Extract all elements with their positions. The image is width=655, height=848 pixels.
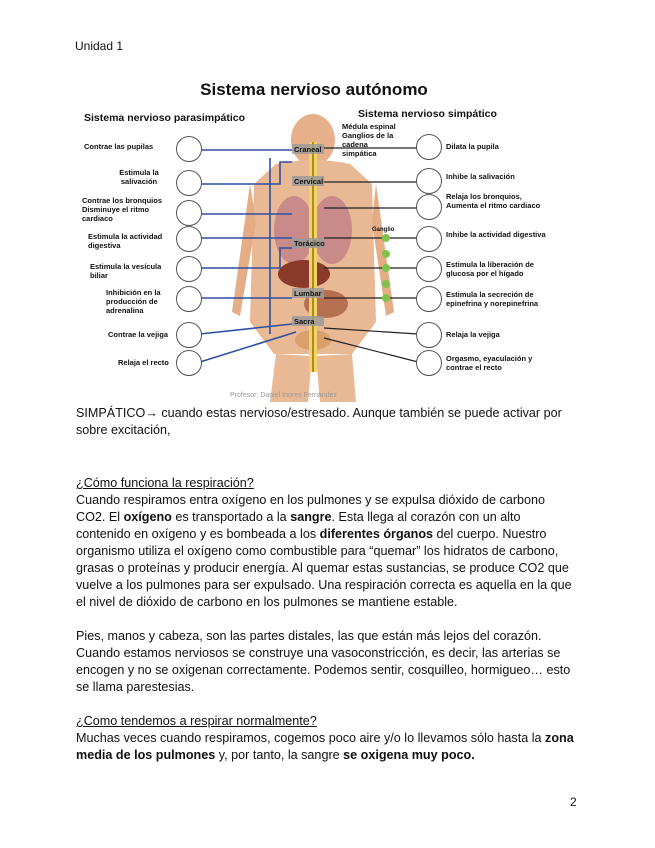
right-label-7: Relaja la vejiga xyxy=(446,330,500,339)
salivary-gland-icon xyxy=(176,170,202,196)
left-label-8: Relaja el recto xyxy=(118,358,169,367)
right-label-2: Inhibe la salivación xyxy=(446,172,515,181)
region-cervical: Cervical xyxy=(294,177,324,186)
stomach-icon xyxy=(176,226,202,252)
reproductive-icon xyxy=(416,350,442,376)
eye-icon xyxy=(176,136,202,162)
lungs-heart-icon xyxy=(416,194,442,220)
rectum-icon xyxy=(176,350,202,376)
liver-icon xyxy=(416,256,442,282)
lungs-heart-icon xyxy=(176,200,202,226)
autonomic-nervous-system-figure xyxy=(80,72,548,402)
region-craneal: Craneal xyxy=(294,145,322,154)
region-toracico: Torácico xyxy=(294,239,325,248)
parasympathetic-title: Sistema nervioso parasimpático xyxy=(84,112,246,124)
normal-breathing-paragraph: Muchas veces cuando respiramos, cogemos poco aire y/o lo llevamos sólo hasta la zona media de los pulmones y, por tanto, la sangre se oxigena muy poco. xyxy=(76,731,574,762)
heading-respiration: ¿Cómo funciona la respiración? xyxy=(76,476,254,490)
left-label-2: Estimula la salivación xyxy=(119,168,159,186)
sympathetic-paragraph: SIMPÁTICO→ cuando estas nervioso/estresado. Aunque también se puede activar por sobre excitación, xyxy=(76,406,562,437)
adrenal-icon xyxy=(176,286,202,312)
bladder-icon xyxy=(176,322,202,348)
left-label-7: Contrae la vejiga xyxy=(108,330,169,339)
sympathetic-title: Sistema nervioso simpático xyxy=(358,108,497,120)
bladder-icon xyxy=(416,322,442,348)
eye-icon xyxy=(416,134,442,160)
salivary-gland-icon xyxy=(416,168,442,194)
distal-parts-paragraph: Pies, manos y cabeza, son las partes distales, las que están más lejos del corazón. Cuando estamos nerviosos se construye una vasoconstricción, es decir, las arterias se encogen y no se oxigenan correctamente. Podemos sentir, cosquilleo, hormigueo… esto se llama parestesias. xyxy=(76,629,571,694)
right-label-1: Dilata la pupila xyxy=(446,142,499,151)
right-label-5: Estimula la liberación de glucosa por el hígado xyxy=(446,260,534,278)
ganglio-label: Ganglio xyxy=(372,227,395,233)
left-label-4: Estimula la actividad digestiva xyxy=(88,232,163,250)
gallbladder-icon xyxy=(176,256,202,282)
left-label-3: Contrae los bronquios Disminuye el ritmo cardiaco xyxy=(82,196,163,223)
region-sacra: Sacra xyxy=(294,317,315,326)
stomach-icon xyxy=(416,226,442,252)
spine-label: Médula espinal xyxy=(342,122,396,131)
heading-normal-breathing: ¿Como tendemos a respirar normalmente? xyxy=(76,714,317,728)
left-label-6: Inhibición en la producción de adrenalina xyxy=(106,288,161,315)
left-label-5: Estimula la vesícula biliar xyxy=(90,262,162,280)
left-label-1: Contrae las pupilas xyxy=(84,142,154,151)
respiration-paragraph: Cuando respiramos entra oxígeno en los pulmones y se expulsa dióxido de carbono CO2. El oxígeno es transportado a la sangre. Esta llega al corazón con un alto contenido en oxígeno y es bombeada a los diferentes órganos del cuerpo. Nuestro organismo utiliza el oxígeno como combustible para “quemar” los hidratos de carbono, grasas o proteínas y producir energía. Al quemar estas sustancias, se produce CO2 que vuelve a los pulmones para ser expulsado. Una respiración correcta es aquella en la que el nivel de dióxido de carbono en los pulmones se mantiene estable. xyxy=(76,493,572,609)
right-label-8: Orgasmo, eyaculación y contrae el recto xyxy=(446,354,533,372)
figure-title: Sistema nervioso autónomo xyxy=(200,80,428,99)
unit-header: Unidad 1 xyxy=(75,39,124,53)
right-label-4: Inhibe la actividad digestiva xyxy=(446,230,546,239)
region-lumbar: Lumbar xyxy=(294,289,322,298)
adrenal-icon xyxy=(416,286,442,312)
figure-credit: Profesor: Daniel Inores Fernández xyxy=(230,392,337,399)
right-label-6: Estimula la secreción de epinefrina y norepinefrina xyxy=(446,290,539,308)
page-number: 2 xyxy=(570,795,577,809)
right-label-3: Relaja los bronquios, Aumenta el ritmo cardiaco xyxy=(446,192,541,210)
ganglia-chain-label: Ganglios de la cadena simpática xyxy=(342,131,394,158)
